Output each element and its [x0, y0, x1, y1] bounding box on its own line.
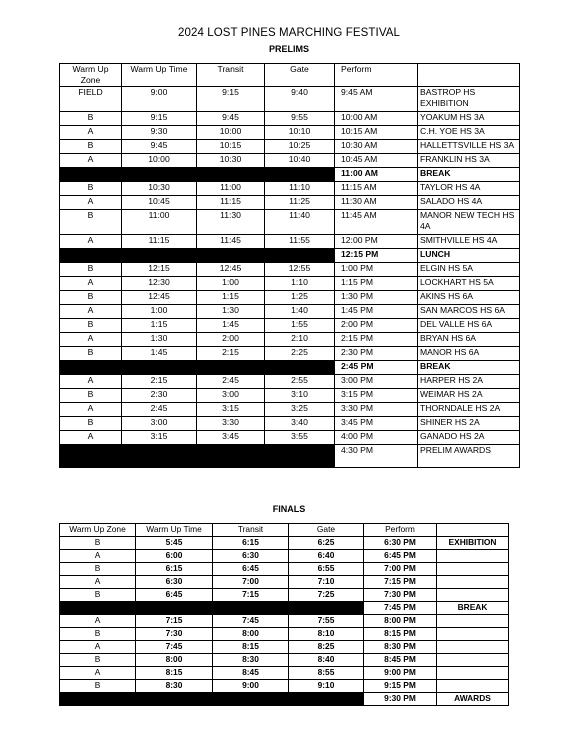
warm-up-zone: B — [60, 563, 136, 576]
warm-up-zone: A — [60, 403, 122, 417]
table-row — [60, 333, 520, 347]
warm-up-time: 3:00 — [122, 417, 197, 431]
transit-time: 3:45 — [197, 431, 265, 445]
column-header: Gate — [289, 524, 364, 537]
transit-time: 6:30 — [213, 550, 289, 563]
warm-up-zone: B — [60, 319, 122, 333]
perform-time: 11:45 AM — [335, 210, 418, 235]
gate-time: 12:55 — [265, 263, 335, 277]
transit-time: 8:45 — [213, 667, 289, 680]
warm-up-time: 10:45 — [122, 196, 197, 210]
perform-time: 11:00 AM — [335, 168, 418, 182]
warm-up-time: 12:45 — [122, 291, 197, 305]
school-name: SHINER HS 2A — [418, 417, 520, 431]
note-label — [437, 589, 509, 602]
school-name: FRANKLIN HS 3A — [418, 154, 520, 168]
table-row — [60, 680, 509, 693]
perform-time: 4:00 PM — [335, 431, 418, 445]
gate-time: 11:55 — [265, 235, 335, 249]
note-label: AWARDS — [437, 693, 509, 706]
school-name: THORNDALE HS 2A — [418, 403, 520, 417]
gate-time: 3:40 — [265, 417, 335, 431]
perform-time: 12:00 PM — [335, 235, 418, 249]
black-bar-break — [60, 168, 335, 182]
warm-up-zone: A — [60, 196, 122, 210]
page-title: 2024 LOST PINES MARCHING FESTIVAL — [177, 27, 401, 39]
perform-time: 10:30 AM — [335, 140, 418, 154]
perform-time: 2:00 PM — [335, 319, 418, 333]
warm-up-zone: A — [60, 667, 136, 680]
black-bar-break — [60, 602, 364, 615]
transit-time: 1:30 — [197, 305, 265, 319]
gate-time: 1:55 — [265, 319, 335, 333]
warm-up-zone: B — [60, 417, 122, 431]
note-label: BREAK — [437, 602, 509, 615]
table-row — [60, 154, 520, 168]
gate-time: 1:40 — [265, 305, 335, 319]
warm-up-time: 2:45 — [122, 403, 197, 417]
black-bar-break — [60, 361, 335, 375]
transit-time: 8:00 — [213, 628, 289, 641]
prelims-table — [59, 63, 520, 468]
column-header: Gate — [265, 64, 335, 87]
school-name: ELGIN HS 5A — [418, 263, 520, 277]
column-header: Warm Up Zone — [60, 64, 122, 87]
prelims-heading: PRELIMS — [268, 44, 309, 54]
warm-up-zone: B — [60, 654, 136, 667]
note-label — [437, 628, 509, 641]
school-name: AKINS HS 6A — [418, 291, 520, 305]
table-row — [60, 576, 509, 589]
note-label — [437, 641, 509, 654]
table-row — [60, 431, 520, 445]
gate-time: 6:40 — [289, 550, 364, 563]
table-row — [60, 417, 520, 431]
table-row — [60, 693, 509, 706]
warm-up-time: 7:15 — [136, 615, 213, 628]
perform-time: 11:15 AM — [335, 182, 418, 196]
transit-time: 3:30 — [197, 417, 265, 431]
perform-time: 9:45 AM — [335, 87, 418, 112]
warm-up-time: 9:45 — [122, 140, 197, 154]
table-row — [60, 602, 509, 615]
table-row — [60, 550, 509, 563]
gate-time: 1:25 — [265, 291, 335, 305]
gate-time: 3:55 — [265, 431, 335, 445]
perform-time: 3:15 PM — [335, 389, 418, 403]
school-name: LOCKHART HS 5A — [418, 277, 520, 291]
transit-time: 7:45 — [213, 615, 289, 628]
warm-up-time: 8:00 — [136, 654, 213, 667]
warm-up-zone: B — [60, 182, 122, 196]
warm-up-zone: A — [60, 641, 136, 654]
gate-time: 9:55 — [265, 112, 335, 126]
warm-up-zone: B — [60, 680, 136, 693]
warm-up-time: 9:30 — [122, 126, 197, 140]
column-header: Warm Up Time — [136, 524, 213, 537]
gate-time: 11:25 — [265, 196, 335, 210]
gate-time: 11:40 — [265, 210, 335, 235]
note-label — [437, 550, 509, 563]
table-row — [60, 196, 520, 210]
table-row — [60, 445, 520, 468]
table-row — [60, 87, 520, 112]
school-name: SALADO HS 4A — [418, 196, 520, 210]
table-row — [60, 667, 509, 680]
table-row — [60, 126, 520, 140]
transit-time: 1:00 — [197, 277, 265, 291]
table-row — [60, 235, 520, 249]
perform-time: 3:30 PM — [335, 403, 418, 417]
warm-up-zone: B — [60, 347, 122, 361]
school-name: C.H. YOE HS 3A — [418, 126, 520, 140]
warm-up-time: 5:45 — [136, 537, 213, 550]
perform-time: 10:15 AM — [335, 126, 418, 140]
school-name: TAYLOR HS 4A — [418, 182, 520, 196]
perform-time: 1:15 PM — [335, 277, 418, 291]
warm-up-zone: A — [60, 431, 122, 445]
perform-time: 4:30 PM — [335, 445, 418, 468]
warm-up-time: 6:45 — [136, 589, 213, 602]
transit-time: 11:30 — [197, 210, 265, 235]
gate-time: 7:55 — [289, 615, 364, 628]
school-name: HARPER HS 2A — [418, 375, 520, 389]
warm-up-time: 1:00 — [122, 305, 197, 319]
table-row — [60, 641, 509, 654]
gate-time: 10:40 — [265, 154, 335, 168]
transit-time: 11:00 — [197, 182, 265, 196]
prelims-header-row — [60, 64, 520, 87]
transit-time: 6:45 — [213, 563, 289, 576]
finals-table — [59, 523, 509, 706]
transit-time: 2:00 — [197, 333, 265, 347]
warm-up-zone: A — [60, 615, 136, 628]
gate-time: 9:10 — [289, 680, 364, 693]
school-name: LUNCH — [418, 249, 520, 263]
perform-time: 6:30 PM — [364, 537, 437, 550]
warm-up-time: 6:00 — [136, 550, 213, 563]
note-label — [437, 576, 509, 589]
warm-up-zone: B — [60, 537, 136, 550]
warm-up-zone: B — [60, 628, 136, 641]
perform-time: 8:15 PM — [364, 628, 437, 641]
warm-up-zone: A — [60, 305, 122, 319]
finals-header-row — [60, 524, 509, 537]
note-label — [437, 680, 509, 693]
transit-time: 9:45 — [197, 112, 265, 126]
transit-time: 7:00 — [213, 576, 289, 589]
warm-up-zone: A — [60, 277, 122, 291]
perform-time: 3:45 PM — [335, 417, 418, 431]
table-row — [60, 628, 509, 641]
perform-time: 3:00 PM — [335, 375, 418, 389]
school-name: BRYAN HS 6A — [418, 333, 520, 347]
table-row — [60, 112, 520, 126]
table-row — [60, 403, 520, 417]
school-name: WEIMAR HS 2A — [418, 389, 520, 403]
black-bar-awards — [60, 445, 335, 468]
school-name: BREAK — [418, 168, 520, 182]
table-row — [60, 615, 509, 628]
perform-time: 7:00 PM — [364, 563, 437, 576]
gate-time: 8:10 — [289, 628, 364, 641]
warm-up-zone: B — [60, 389, 122, 403]
perform-time: 7:15 PM — [364, 576, 437, 589]
perform-time: 8:30 PM — [364, 641, 437, 654]
gate-time: 11:10 — [265, 182, 335, 196]
perform-time: 9:15 PM — [364, 680, 437, 693]
school-name: MANOR HS 6A — [418, 347, 520, 361]
transit-time: 8:30 — [213, 654, 289, 667]
warm-up-zone: A — [60, 333, 122, 347]
warm-up-time: 12:30 — [122, 277, 197, 291]
gate-time: 9:40 — [265, 87, 335, 112]
transit-time: 1:15 — [197, 291, 265, 305]
warm-up-time: 9:00 — [122, 87, 197, 112]
gate-time: 10:10 — [265, 126, 335, 140]
warm-up-zone: B — [60, 291, 122, 305]
gate-time: 6:25 — [289, 537, 364, 550]
gate-time: 6:55 — [289, 563, 364, 576]
warm-up-time: 12:15 — [122, 263, 197, 277]
warm-up-time: 1:15 — [122, 319, 197, 333]
warm-up-zone: B — [60, 112, 122, 126]
warm-up-time: 8:15 — [136, 667, 213, 680]
column-header: Warm Up Time — [122, 64, 197, 87]
column-header: Transit — [197, 64, 265, 87]
warm-up-time: 2:15 — [122, 375, 197, 389]
transit-time: 6:15 — [213, 537, 289, 550]
school-name: BASTROP HS EXHIBITION — [418, 87, 520, 112]
school-name: SAN MARCOS HS 6A — [418, 305, 520, 319]
gate-time: 2:55 — [265, 375, 335, 389]
table-row — [60, 589, 509, 602]
gate-time: 8:40 — [289, 654, 364, 667]
table-row — [60, 537, 509, 550]
note-label — [437, 615, 509, 628]
warm-up-time: 2:30 — [122, 389, 197, 403]
gate-time: 2:10 — [265, 333, 335, 347]
transit-time: 2:15 — [197, 347, 265, 361]
school-name: PRELIM AWARDS — [418, 445, 520, 468]
transit-time: 3:15 — [197, 403, 265, 417]
transit-time: 10:00 — [197, 126, 265, 140]
warm-up-time: 8:30 — [136, 680, 213, 693]
gate-time: 7:25 — [289, 589, 364, 602]
warm-up-zone: FIELD — [60, 87, 122, 112]
transit-time: 12:45 — [197, 263, 265, 277]
perform-time: 6:45 PM — [364, 550, 437, 563]
table-row — [60, 249, 520, 263]
column-header: Perform — [335, 64, 418, 87]
table-row — [60, 375, 520, 389]
warm-up-time: 6:15 — [136, 563, 213, 576]
warm-up-time: 10:00 — [122, 154, 197, 168]
school-name: GANADO HS 2A — [418, 431, 520, 445]
warm-up-time: 11:00 — [122, 210, 197, 235]
gate-time: 7:10 — [289, 576, 364, 589]
table-row — [60, 182, 520, 196]
perform-time: 10:45 AM — [335, 154, 418, 168]
column-header — [418, 64, 520, 87]
perform-time: 8:45 PM — [364, 654, 437, 667]
gate-time: 8:55 — [289, 667, 364, 680]
column-header: Transit — [213, 524, 289, 537]
black-bar-break — [60, 693, 364, 706]
table-row — [60, 140, 520, 154]
perform-time: 1:30 PM — [335, 291, 418, 305]
warm-up-zone: A — [60, 126, 122, 140]
black-bar-break — [60, 249, 335, 263]
transit-time: 11:15 — [197, 196, 265, 210]
table-row — [60, 277, 520, 291]
finals-heading: FINALS — [272, 504, 306, 514]
perform-time: 1:00 PM — [335, 263, 418, 277]
table-row — [60, 389, 520, 403]
perform-time: 2:45 PM — [335, 361, 418, 375]
gate-time: 2:25 — [265, 347, 335, 361]
transit-time: 9:15 — [197, 87, 265, 112]
perform-time: 7:30 PM — [364, 589, 437, 602]
warm-up-time: 10:30 — [122, 182, 197, 196]
school-name: YOAKUM HS 3A — [418, 112, 520, 126]
table-row — [60, 263, 520, 277]
column-header: Warm Up Zone — [60, 524, 136, 537]
table-row — [60, 361, 520, 375]
transit-time: 3:00 — [197, 389, 265, 403]
perform-time: 2:30 PM — [335, 347, 418, 361]
perform-time: 2:15 PM — [335, 333, 418, 347]
table-row — [60, 563, 509, 576]
school-name: DEL VALLE HS 6A — [418, 319, 520, 333]
perform-time: 10:00 AM — [335, 112, 418, 126]
note-label — [437, 654, 509, 667]
warm-up-zone: B — [60, 140, 122, 154]
warm-up-time: 1:45 — [122, 347, 197, 361]
transit-time: 10:30 — [197, 154, 265, 168]
warm-up-zone: A — [60, 576, 136, 589]
table-row — [60, 210, 520, 235]
gate-time: 8:25 — [289, 641, 364, 654]
note-label — [437, 667, 509, 680]
gate-time: 10:25 — [265, 140, 335, 154]
warm-up-time: 1:30 — [122, 333, 197, 347]
gate-time: 1:10 — [265, 277, 335, 291]
table-row — [60, 347, 520, 361]
school-name: MANOR NEW TECH HS 4A — [418, 210, 520, 235]
school-name: SMITHVILLE HS 4A — [418, 235, 520, 249]
warm-up-zone: A — [60, 550, 136, 563]
note-label — [437, 563, 509, 576]
warm-up-zone: B — [60, 589, 136, 602]
perform-time: 1:45 PM — [335, 305, 418, 319]
transit-time: 11:45 — [197, 235, 265, 249]
perform-time: 12:15 PM — [335, 249, 418, 263]
table-row — [60, 319, 520, 333]
warm-up-time: 11:15 — [122, 235, 197, 249]
perform-time: 7:45 PM — [364, 602, 437, 615]
warm-up-time: 7:30 — [136, 628, 213, 641]
gate-time: 3:10 — [265, 389, 335, 403]
transit-time: 2:45 — [197, 375, 265, 389]
warm-up-zone: B — [60, 210, 122, 235]
warm-up-time: 9:15 — [122, 112, 197, 126]
warm-up-time: 6:30 — [136, 576, 213, 589]
warm-up-time: 3:15 — [122, 431, 197, 445]
transit-time: 8:15 — [213, 641, 289, 654]
transit-time: 10:15 — [197, 140, 265, 154]
perform-time: 11:30 AM — [335, 196, 418, 210]
transit-time: 9:00 — [213, 680, 289, 693]
warm-up-zone: A — [60, 154, 122, 168]
warm-up-time: 7:45 — [136, 641, 213, 654]
perform-time: 9:30 PM — [364, 693, 437, 706]
school-name: HALLETTSVILLE HS 3A — [418, 140, 520, 154]
table-row — [60, 168, 520, 182]
perform-time: 8:00 PM — [364, 615, 437, 628]
warm-up-zone: A — [60, 235, 122, 249]
table-row — [60, 654, 509, 667]
transit-time: 7:15 — [213, 589, 289, 602]
column-header: Perform — [364, 524, 437, 537]
table-row — [60, 305, 520, 319]
table-row — [60, 291, 520, 305]
perform-time: 9:00 PM — [364, 667, 437, 680]
warm-up-zone: B — [60, 263, 122, 277]
warm-up-zone: A — [60, 375, 122, 389]
column-header — [437, 524, 509, 537]
note-label: EXHIBITION — [437, 537, 509, 550]
transit-time: 1:45 — [197, 319, 265, 333]
gate-time: 3:25 — [265, 403, 335, 417]
school-name: BREAK — [418, 361, 520, 375]
